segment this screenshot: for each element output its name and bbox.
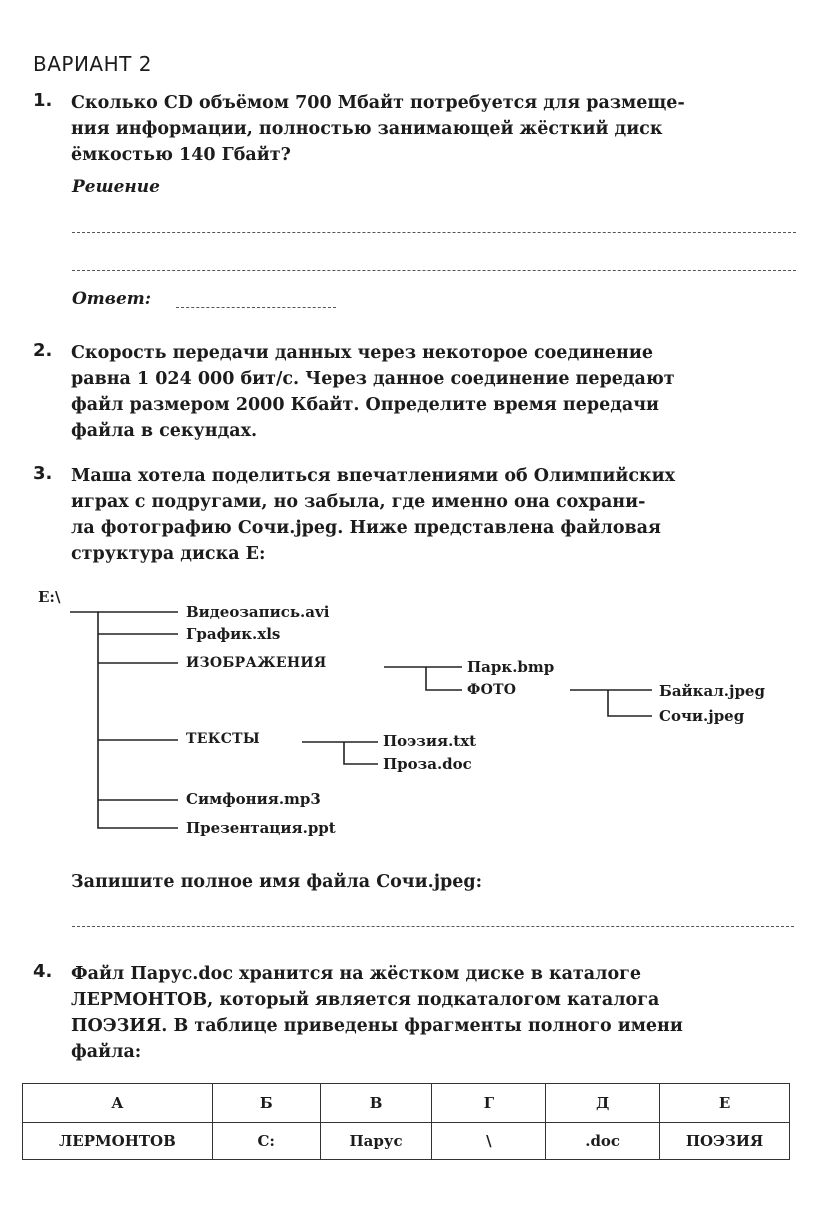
- table-cell: Парус: [320, 1123, 432, 1160]
- question-line: равна 1 024 000 бит/с. Через данное соединение передают: [71, 369, 675, 389]
- tree-root: E:\: [38, 588, 61, 606]
- question-number: 3.: [33, 463, 53, 484]
- table-header-cell: Е: [660, 1084, 790, 1123]
- table-header-cell: Б: [212, 1084, 320, 1123]
- tree-file-videozapis: Видеозапись.avi: [186, 603, 330, 621]
- fragments-table: [22, 1083, 790, 1160]
- question-line: ЛЕРМОНТОВ, который является подкаталогом каталога: [71, 990, 660, 1010]
- question-number: 4.: [33, 961, 53, 982]
- table-header-cell: Г: [432, 1084, 546, 1123]
- tree-file-simfoniya: Симфония.mp3: [186, 790, 321, 808]
- tree-file-grafik: График.xls: [186, 625, 281, 643]
- tree-file-baikal: Байкал.jpeg: [659, 682, 765, 700]
- question-line: ёмкостью 140 Гбайт?: [71, 145, 291, 165]
- tree-file-poeziya: Поэзия.txt: [383, 732, 477, 750]
- variant-title: ВАРИАНТ 2: [33, 52, 152, 76]
- question-4: [33, 961, 799, 1065]
- table-header-cell: В: [320, 1084, 432, 1123]
- q3-prompt: Запишите полное имя файла Сочи.jpeg:: [71, 872, 483, 892]
- question-line: ла фотографию Сочи.jpeg. Ниже представлена файловая: [71, 518, 661, 538]
- tree-folder-izobrazheniya: ИЗОБРАЖЕНИЯ: [186, 655, 327, 671]
- question-line: ПОЭЗИЯ. В таблице приведены фрагменты полного имени: [71, 1016, 683, 1036]
- question-line: структура диска E:: [71, 544, 266, 564]
- tree-file-park: Парк.bmp: [467, 658, 555, 676]
- question-number: 1.: [33, 90, 53, 111]
- table-cell: \: [432, 1123, 546, 1160]
- table-cell: C:: [212, 1123, 320, 1160]
- question-line: файла:: [71, 1042, 142, 1062]
- table-header-row: [23, 1084, 790, 1123]
- table-header-cell: Д: [546, 1084, 660, 1123]
- tree-file-sochi: Сочи.jpeg: [659, 707, 745, 725]
- question-number: 2.: [33, 340, 53, 361]
- tree-file-prezentaciya: Презентация.ppt: [186, 819, 336, 837]
- tree-file-proza: Проза.doc: [383, 755, 472, 773]
- question-line: Скорость передачи данных через некоторое соединение: [71, 343, 653, 363]
- table-row: [23, 1123, 790, 1160]
- table-header-cell: А: [23, 1084, 213, 1123]
- question-line: Сколько CD объёмом 700 Мбайт потребуется для размеще-: [71, 93, 685, 113]
- question-line: Маша хотела поделиться впечатлениями об Олимпийских: [71, 466, 676, 486]
- question-line: ния информации, полностью занимающей жёсткий диск: [71, 119, 663, 139]
- question-line: Файл Парус.doc хранится на жёстком диске в каталоге: [71, 964, 641, 984]
- tree-folder-teksty: ТЕКСТЫ: [186, 731, 261, 747]
- table-cell: ЛЕРМОНТОВ: [23, 1123, 213, 1160]
- question-line: играх с подругами, но забыла, где именно она сохрани-: [71, 492, 646, 512]
- solution-label: Решение: [72, 177, 160, 197]
- question-line: файл размером 2000 Кбайт. Определите время передачи: [71, 395, 660, 415]
- answer-label: Ответ:: [72, 289, 152, 309]
- table-cell: ПОЭЗИЯ: [660, 1123, 790, 1160]
- table-cell: .doc: [546, 1123, 660, 1160]
- question-text: [71, 961, 799, 1065]
- question-line: файла в секундах.: [71, 421, 258, 441]
- tree-folder-foto: ФОТО: [467, 682, 517, 698]
- q3-answer-line[interactable]: [72, 926, 794, 927]
